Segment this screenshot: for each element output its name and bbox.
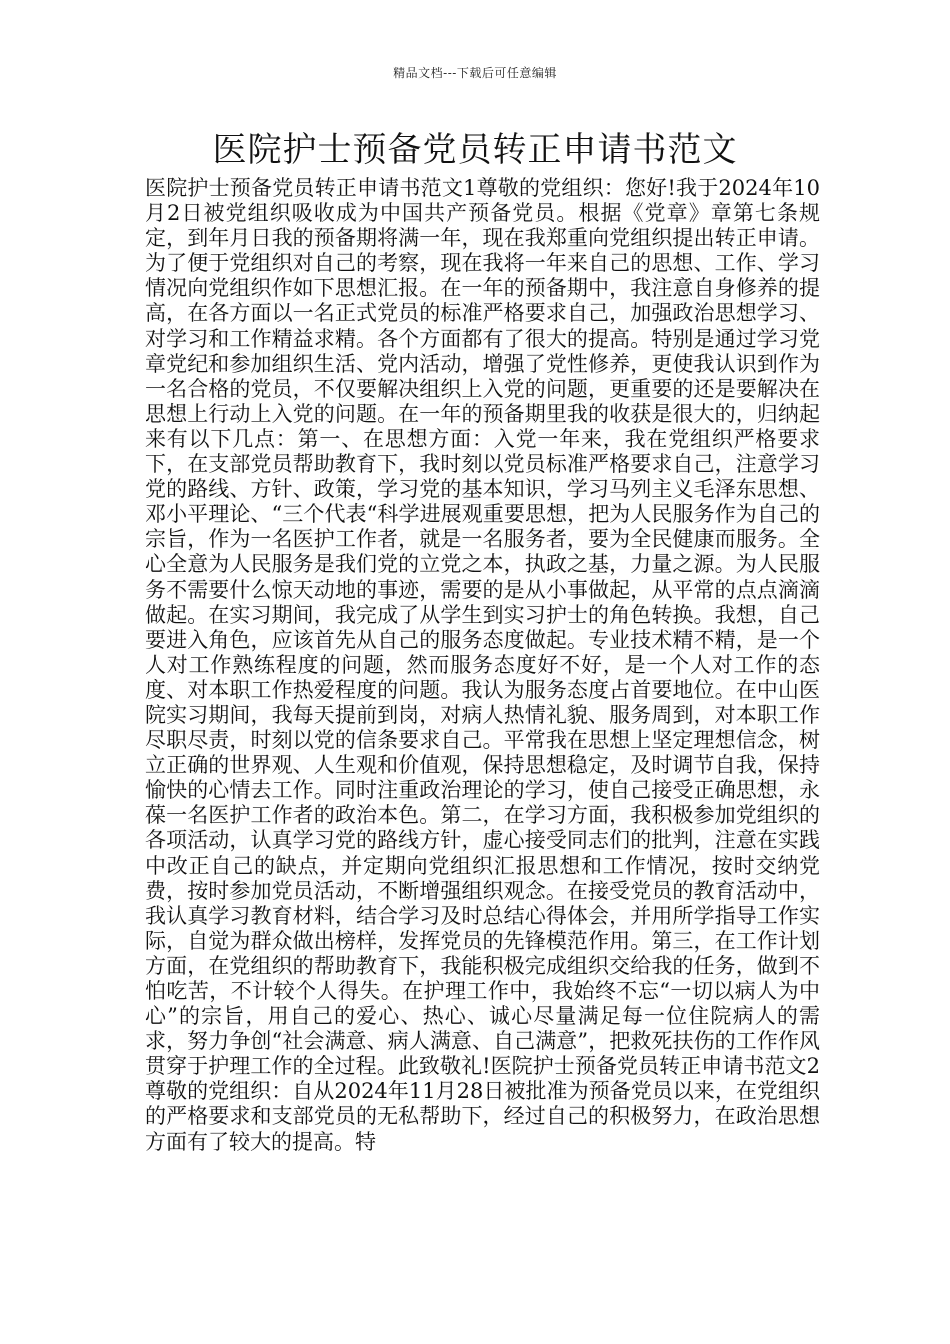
- document-title: 医院护士预备党员转正申请书范文: [212, 130, 738, 170]
- document-body-text: 医院护士预备党员转正申请书范文1尊敬的党组织：您好!我于2024年10月2日被党组织吸收成为中国共产预备党员。根据《党章》章第七条规定，到年月日我的预备期将满一年，现在我郑重向党组织提出转正申请。为了便于党组织对自己的考察，现在我将一年来自己的思想、工作、学习情况向党组织作如下思想汇报。在一年的预备期中，我注意自身修养的提高，在各方面以一名正式党员的标准严格要求自己，加强政治思想学习、对学习和工作精益求精。各个方面都有了很大的提高。特别是通过学习党章党纪和参加组织生活、党内活动，增强了党性修养，更使我认识到作为一名合格的党员，不仅要解决组织上入党的问题，更重要的还是要解决在思想上行动上入党的问题。在一年的预备期里我的收获是很大的，归纳起来有以下几点：第一、在思想方面：入党一年来，我在党组织严格要求下，在支部党员帮助教育下，我时刻以党员标准严格要求自己，注意学习党的路线、方针、政策，学习党的基本知识，学习马列主义毛泽东思想、邓小平理论、“三个代表“科学进展观重要思想，把为人民服务作为自己的宗旨，作为一名医护工作者，就是一名服务者，要为全民健康而服务。全心全意为人民服务是我们党的立党之本，执政之基，力量之源。为人民服务不需要什么惊天动地的事迹，需要的是从小事做起，从平常的点点滴滴做起。在实习期间，我完成了从学生到实习护士的角色转换。我想，自己要进入角色，应该首先从自己的服务态度做起。专业技术精不精，是一个人对工作熟练程度的问题，然而服务态度好不好，是一个人对工作的态度、对本职工作热爱程度的问题。我认为服务态度占首要地位。在中山医院实习期间，我每天提前到岗，对病人热情礼貌、服务周到，对本职工作尽职尽责，时刻以党的信条要求自己。平常我在思想上坚定理想信念，树立正确的世界观、人生观和价值观，保持思想稳定，及时调节自我，保持愉快的心情去工作。同时注重政治理论的学习，使自己接受正确思想，永葆一名医护工作者的政治本色。第二，在学习方面，我积极参加党组织的各项活动，认真学习党的路线方针，虚心接受同志们的批判，注意在实践中改正自己的缺点，并定期向党组织汇报思想和工作情况，按时交纳党费，按时参加党员活动，不断增强组织观念。在接受党员的教育活动中，我认真学习教育材料，结合学习及时总结心得体会，并用所学指导工作实际，自觉为群众做出榜样，发挥党员的先锋模范作用。第三，在工作计划方面，在党组织的帮助教育下，我能积极完成组织交给我的任务，做到不怕吃苦，不计较个人得失。在护理工作中，我始终不忘“一切以病人为中心”的宗旨，用自己的爱心、热心、诚心尽量满足每一位住院病人的需求，努力争创“社会满意、病人满意、自己满意”，把救死扶伤的工作作风贯穿于护理工作的全过程。此致敬礼!医院护士预备党员转正申请书范文2尊敬的党组织：自从2024年11月28日被批准为预备党员以来，在党组织的严格要求和支部党员的无私帮助下，经过自己的积极努力，在政治思想方面有了较大的提高。特: [145, 176, 820, 1154]
- page-header-text: 精品文档---下载后可任意编辑: [393, 66, 557, 80]
